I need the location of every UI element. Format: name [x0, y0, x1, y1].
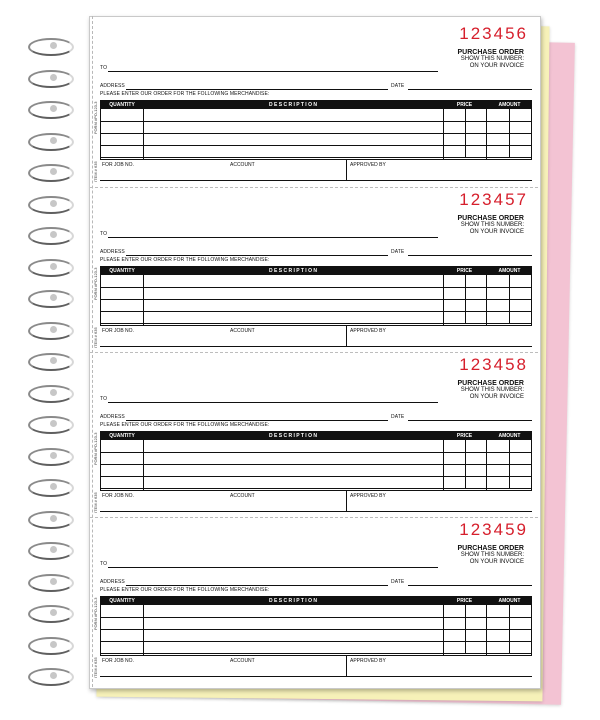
po-on-invoice: ON YOUR INVOICE	[469, 229, 524, 235]
punch-hole-icon	[50, 231, 57, 238]
table-row[interactable]	[101, 299, 531, 300]
date-label: DATE	[391, 249, 405, 255]
table-row[interactable]	[101, 121, 531, 122]
spiral-coil	[28, 479, 78, 495]
column-divider	[443, 432, 444, 490]
column-divider	[486, 101, 487, 159]
punch-hole-icon	[50, 515, 57, 522]
address-label: ADDRESS	[100, 83, 125, 89]
column-divider	[486, 267, 487, 325]
footer-divider	[101, 653, 531, 654]
po-show-number: SHOW THIS NUMBER:	[460, 222, 524, 228]
table-row[interactable]	[101, 629, 531, 630]
date-field[interactable]	[408, 420, 532, 421]
address-field[interactable]	[126, 585, 388, 586]
to-field[interactable]	[108, 567, 438, 568]
spiral-coil	[28, 259, 78, 275]
order-table	[100, 431, 532, 491]
to-field[interactable]	[108, 402, 438, 403]
table-header	[101, 101, 531, 109]
spiral-coil	[28, 605, 78, 621]
footer-divider	[346, 656, 347, 676]
job-number-label: FOR JOB NO.	[102, 162, 134, 168]
table-row[interactable]	[101, 641, 531, 642]
form-code: FORM #PO-123-3	[93, 432, 98, 465]
quantity-header: QUANTITY	[109, 598, 135, 604]
description-header: D E S C R I P T I O N	[269, 268, 317, 274]
footer-divider	[101, 323, 531, 324]
to-label: TO	[100, 65, 108, 71]
address-label: ADDRESS	[100, 579, 125, 585]
spiral-coil	[28, 353, 78, 369]
column-divider	[509, 275, 510, 323]
po-instructions	[434, 49, 524, 70]
column-divider	[486, 597, 487, 655]
address-field[interactable]	[126, 420, 388, 421]
spiral-coil	[28, 448, 78, 464]
purchase-order-form	[93, 355, 532, 513]
form-code: FORM #PO-123-3	[93, 101, 98, 134]
job-number-label: FOR JOB NO.	[102, 493, 134, 499]
approved-by-label: APPROVED BY	[350, 493, 386, 499]
amount-header: AMOUNT	[498, 102, 521, 108]
po-on-invoice: ON YOUR INVOICE	[469, 394, 524, 400]
column-divider	[143, 267, 144, 325]
footer-divider	[101, 157, 531, 158]
punch-hole-icon	[50, 389, 57, 396]
address-label: ADDRESS	[100, 249, 125, 255]
table-header	[101, 432, 531, 440]
spiral-coil	[28, 70, 78, 86]
merchandise-instructions: PLEASE ENTER OUR ORDER FOR THE FOLLOWING MERCHANDISE:	[100, 257, 270, 263]
date-field[interactable]	[408, 89, 532, 90]
table-header	[101, 267, 531, 275]
spiral-coil	[28, 196, 78, 212]
to-label: TO	[100, 561, 108, 567]
footer-divider	[346, 160, 347, 180]
footer-bottom-rule	[100, 676, 532, 677]
punch-hole-icon	[50, 672, 57, 679]
date-field[interactable]	[408, 585, 532, 586]
po-show-number: SHOW THIS NUMBER:	[460, 387, 524, 393]
spiral-coil	[28, 574, 78, 590]
punch-hole-icon	[50, 546, 57, 553]
footer-divider	[101, 488, 531, 489]
form-code: FORM #PO-123-3	[93, 597, 98, 630]
order-number: 123458	[459, 355, 528, 374]
punch-hole-icon	[50, 420, 57, 427]
table-row[interactable]	[101, 452, 531, 453]
account-label: ACCOUNT	[230, 162, 255, 168]
po-title: PURCHASE ORDER	[457, 380, 524, 387]
price-header: PRICE	[456, 268, 473, 274]
po-on-invoice: ON YOUR INVOICE	[469, 63, 524, 69]
spiral-coil	[28, 416, 78, 432]
order-table	[100, 100, 532, 160]
merchandise-instructions: PLEASE ENTER OUR ORDER FOR THE FOLLOWING MERCHANDISE:	[100, 587, 270, 593]
date-label: DATE	[391, 414, 405, 420]
spiral-coil	[28, 164, 78, 180]
quantity-header: QUANTITY	[109, 268, 135, 274]
punch-hole-icon	[50, 641, 57, 648]
item-code: ITEM # 635	[93, 492, 98, 513]
spiral-coil	[28, 290, 78, 306]
column-divider	[443, 101, 444, 159]
po-title: PURCHASE ORDER	[457, 215, 524, 222]
to-label: TO	[100, 231, 108, 237]
approved-by-label: APPROVED BY	[350, 162, 386, 168]
date-field[interactable]	[408, 255, 532, 256]
table-header	[101, 597, 531, 605]
punch-hole-icon	[50, 105, 57, 112]
spiral-coil	[28, 511, 78, 527]
po-title: PURCHASE ORDER	[457, 545, 524, 552]
punch-hole-icon	[50, 74, 57, 81]
order-table	[100, 266, 532, 326]
purchase-order-form	[93, 24, 532, 182]
column-divider	[486, 432, 487, 490]
spiral-coil	[28, 322, 78, 338]
po-show-number: SHOW THIS NUMBER:	[460, 552, 524, 558]
column-divider	[509, 109, 510, 157]
date-label: DATE	[391, 83, 405, 89]
column-divider	[509, 605, 510, 653]
account-label: ACCOUNT	[230, 658, 255, 664]
to-field[interactable]	[108, 237, 438, 238]
punch-hole-icon	[50, 168, 57, 175]
job-number-label: FOR JOB NO.	[102, 328, 134, 334]
po-instructions	[434, 215, 524, 236]
footer-divider	[346, 491, 347, 511]
spiral-coil	[28, 385, 78, 401]
approved-by-label: APPROVED BY	[350, 658, 386, 664]
order-table	[100, 596, 532, 656]
item-code: ITEM # 635	[93, 327, 98, 348]
column-divider	[443, 267, 444, 325]
order-number: 123457	[459, 190, 528, 209]
column-divider	[143, 432, 144, 490]
column-divider	[509, 440, 510, 488]
job-number-label: FOR JOB NO.	[102, 658, 134, 664]
punch-hole-icon	[50, 42, 57, 49]
punch-hole-icon	[50, 609, 57, 616]
footer-bottom-rule	[100, 511, 532, 512]
footer-bottom-rule	[100, 180, 532, 181]
approved-by-label: APPROVED BY	[350, 328, 386, 334]
item-code: ITEM # 635	[93, 161, 98, 182]
column-divider	[465, 605, 466, 653]
quantity-header: QUANTITY	[109, 102, 135, 108]
punch-hole-icon	[50, 452, 57, 459]
column-divider	[465, 440, 466, 488]
tear-line	[90, 187, 538, 188]
price-header: PRICE	[456, 598, 473, 604]
table-row[interactable]	[101, 476, 531, 477]
spiral-coil	[28, 133, 78, 149]
amount-header: AMOUNT	[498, 598, 521, 604]
account-label: ACCOUNT	[230, 493, 255, 499]
date-label: DATE	[391, 579, 405, 585]
footer-bottom-rule	[100, 346, 532, 347]
form-code: FORM #PO-123-3	[93, 267, 98, 300]
address-label: ADDRESS	[100, 414, 125, 420]
punch-hole-icon	[50, 357, 57, 364]
punch-hole-icon	[50, 137, 57, 144]
description-header: D E S C R I P T I O N	[269, 102, 317, 108]
spiral-coil	[28, 637, 78, 653]
description-header: D E S C R I P T I O N	[269, 598, 317, 604]
column-divider	[465, 275, 466, 323]
order-number: 123459	[459, 520, 528, 539]
punch-hole-icon	[50, 263, 57, 270]
column-divider	[465, 109, 466, 157]
purchase-order-form	[93, 190, 532, 348]
spiral-coil	[28, 542, 78, 558]
merchandise-instructions: PLEASE ENTER OUR ORDER FOR THE FOLLOWING MERCHANDISE:	[100, 422, 270, 428]
po-on-invoice: ON YOUR INVOICE	[469, 559, 524, 565]
price-header: PRICE	[456, 102, 473, 108]
spiral-coil	[28, 38, 78, 54]
tear-line	[90, 517, 538, 518]
po-instructions	[434, 380, 524, 401]
table-row[interactable]	[101, 133, 531, 134]
punch-hole-icon	[50, 578, 57, 585]
punch-hole-icon	[50, 294, 57, 301]
table-row[interactable]	[101, 464, 531, 465]
spiral-coil	[28, 101, 78, 117]
purchase-order-form	[93, 520, 532, 678]
po-instructions	[434, 545, 524, 566]
quantity-header: QUANTITY	[109, 433, 135, 439]
table-row[interactable]	[101, 311, 531, 312]
account-label: ACCOUNT	[230, 328, 255, 334]
address-field[interactable]	[126, 255, 388, 256]
table-row[interactable]	[101, 617, 531, 618]
punch-hole-icon	[50, 483, 57, 490]
amount-header: AMOUNT	[498, 268, 521, 274]
spiral-coil	[28, 668, 78, 684]
to-label: TO	[100, 396, 108, 402]
punch-hole-icon	[50, 326, 57, 333]
footer-divider	[346, 326, 347, 346]
column-divider	[143, 101, 144, 159]
tear-line	[90, 352, 538, 353]
price-header: PRICE	[456, 433, 473, 439]
punch-hole-icon	[50, 200, 57, 207]
table-row[interactable]	[101, 287, 531, 288]
description-header: D E S C R I P T I O N	[269, 433, 317, 439]
table-row[interactable]	[101, 145, 531, 146]
column-divider	[143, 597, 144, 655]
to-field[interactable]	[108, 71, 438, 72]
item-code: ITEM # 635	[93, 657, 98, 678]
order-number: 123456	[459, 24, 528, 43]
po-show-number: SHOW THIS NUMBER:	[460, 56, 524, 62]
po-title: PURCHASE ORDER	[457, 49, 524, 56]
spiral-coil	[28, 227, 78, 243]
amount-header: AMOUNT	[498, 433, 521, 439]
merchandise-instructions: PLEASE ENTER OUR ORDER FOR THE FOLLOWING MERCHANDISE:	[100, 91, 270, 97]
column-divider	[443, 597, 444, 655]
address-field[interactable]	[126, 89, 388, 90]
